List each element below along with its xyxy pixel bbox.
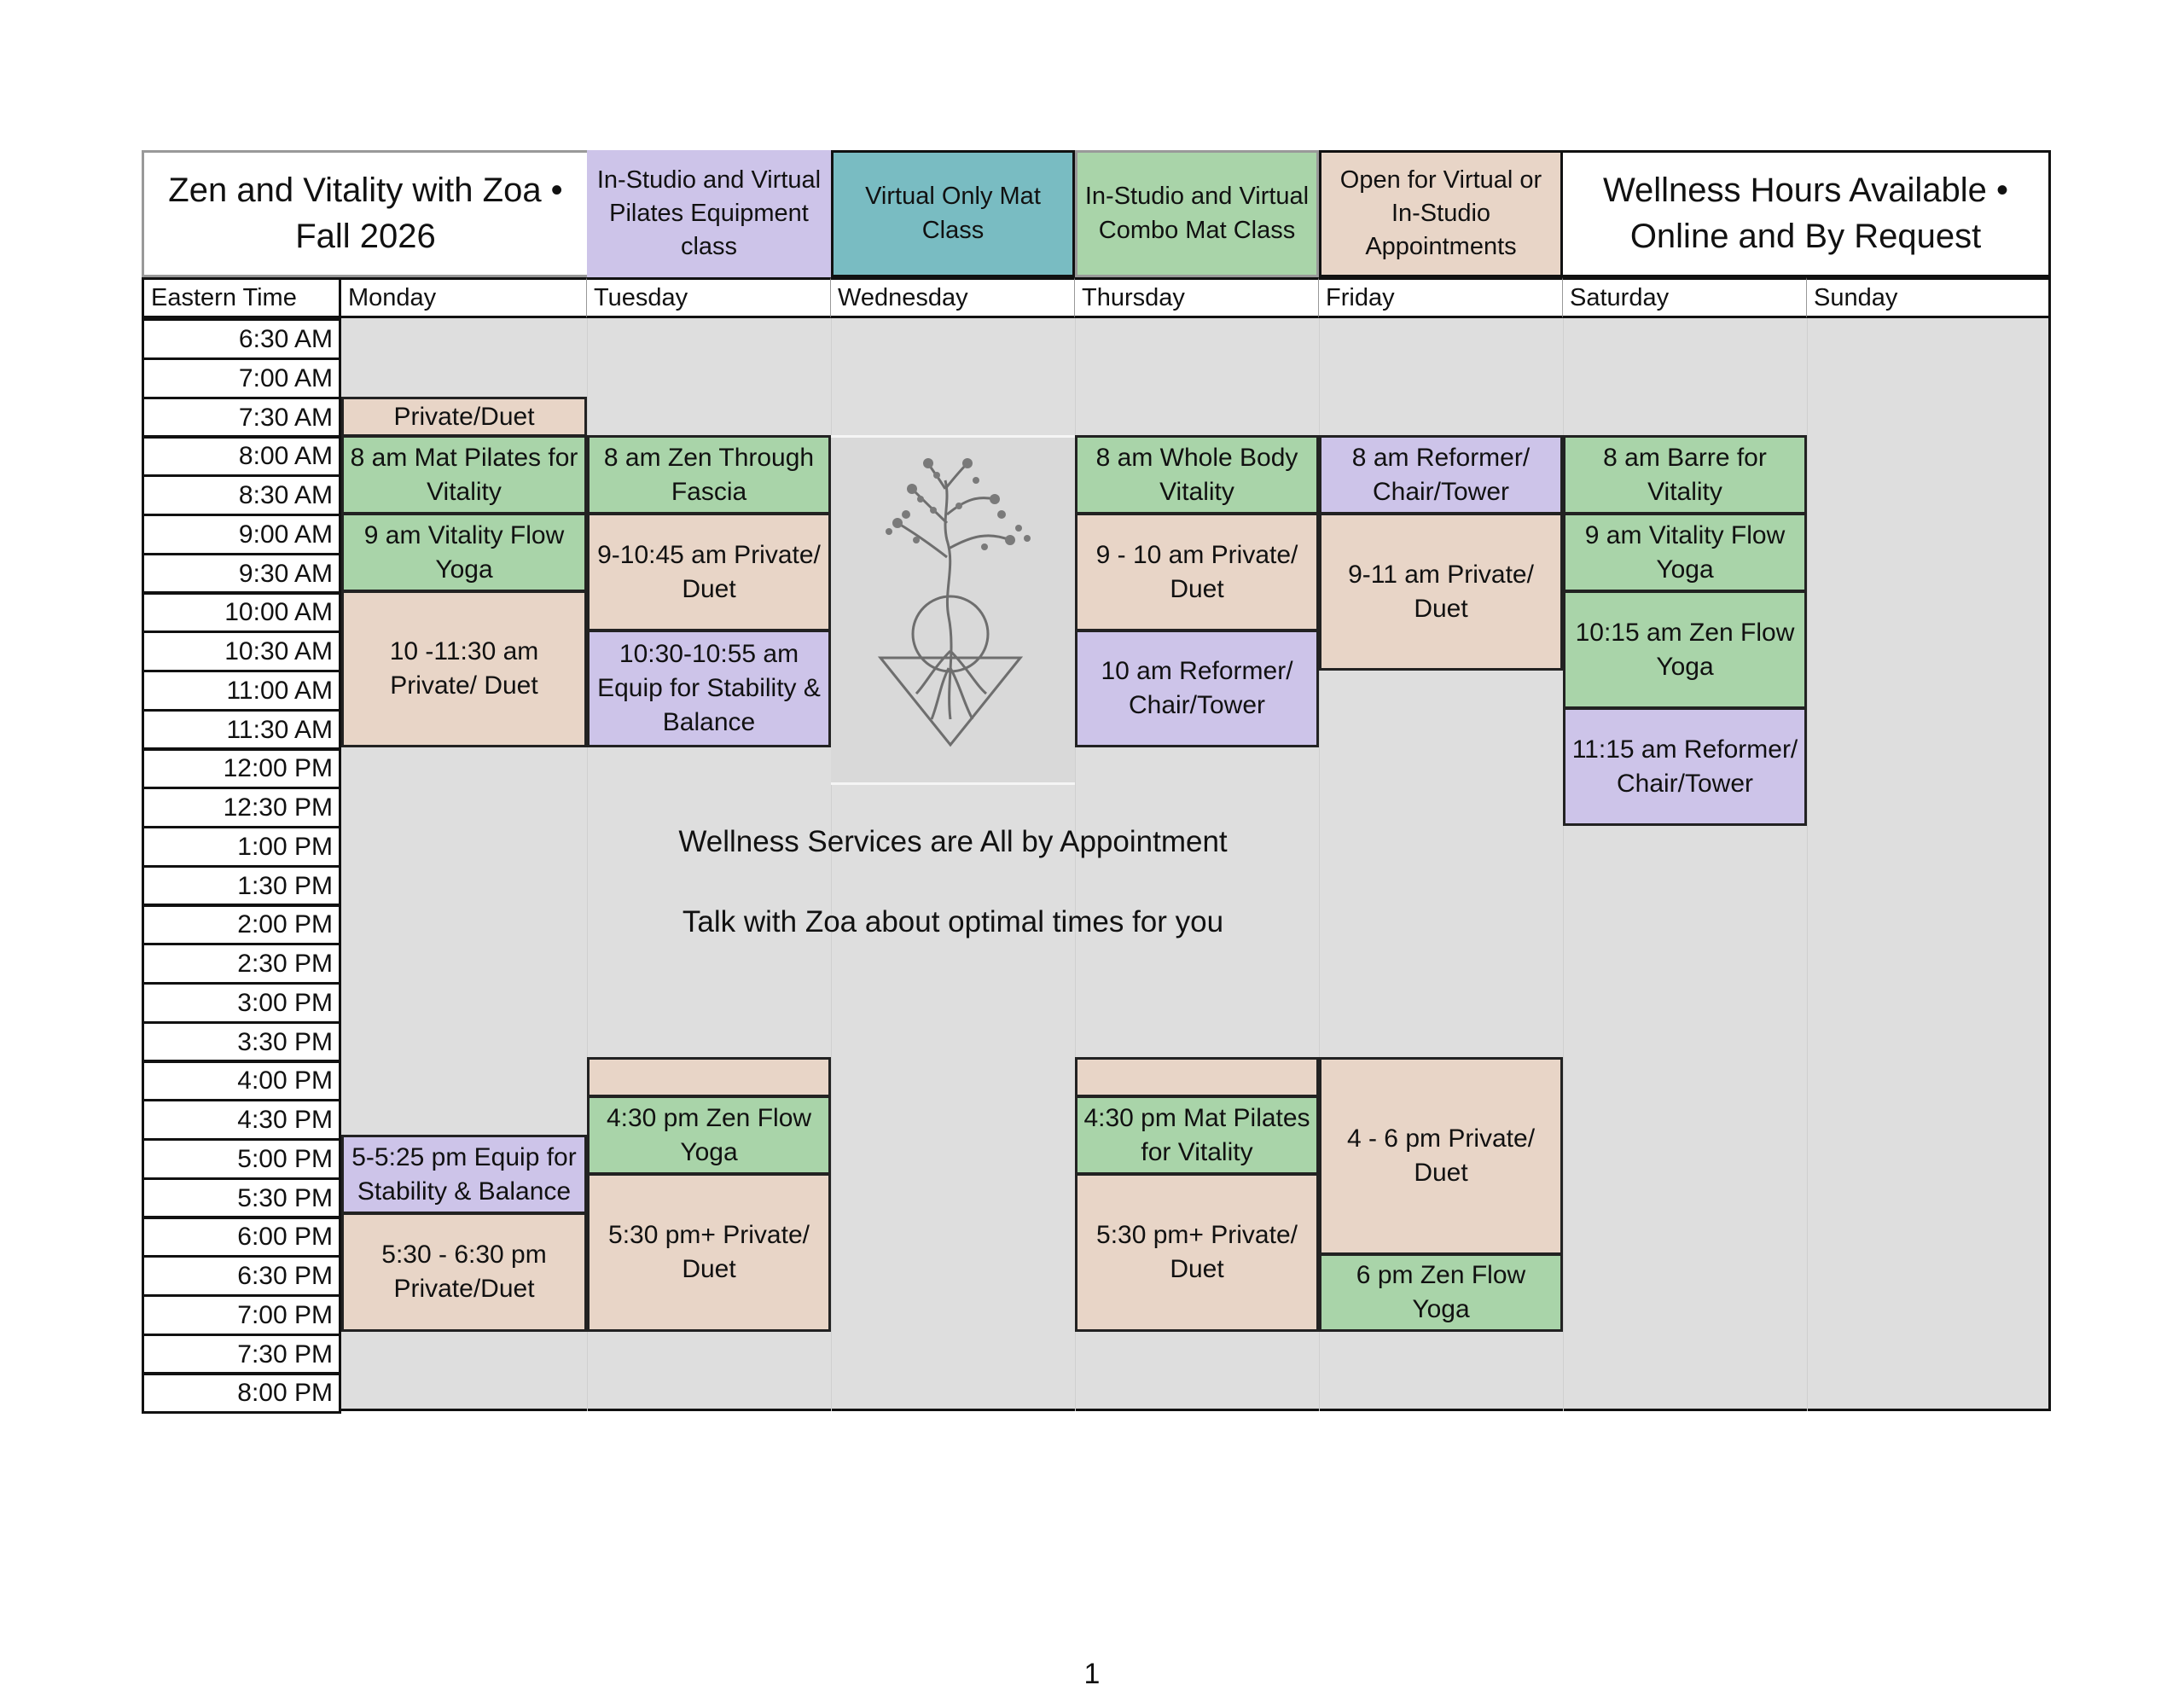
event-thursday-slot-4pm[interactable]	[1075, 1057, 1319, 1097]
time-slot-label: 6:30 PM	[142, 1255, 341, 1297]
event-monday-mat-pilates[interactable]: 8 am Mat Pilates for Vitality	[341, 435, 587, 514]
time-slot-label: 12:30 PM	[142, 787, 341, 828]
event-monday-vitality-flow[interactable]: 9 am Vitality Flow Yoga	[341, 513, 587, 592]
event-tuesday-slot-4pm[interactable]	[587, 1057, 831, 1097]
talk-note: Talk with Zoa about optimal times for you	[682, 905, 1224, 938]
column-header-saturday: Saturday	[1563, 277, 1807, 318]
event-thursday-private-530[interactable]: 5:30 pm+ Private/ Duet	[1075, 1173, 1319, 1332]
schedule-title: Zen and Vitality with Zoa • Fall 2026	[142, 150, 587, 277]
time-slot-label: 8:00 AM	[142, 435, 341, 477]
time-slot-label: 10:00 AM	[142, 591, 341, 633]
time-slot-label: 7:00 AM	[142, 357, 341, 399]
time-slot-label: 8:30 AM	[142, 474, 341, 516]
legend-combo-mat: In-Studio and Virtual Combo Mat Class	[1075, 150, 1319, 277]
time-slot-label: 6:00 PM	[142, 1216, 341, 1258]
time-slot-label: 7:00 PM	[142, 1294, 341, 1336]
time-slot-label: 4:00 PM	[142, 1060, 341, 1101]
time-slot-label: 3:00 PM	[142, 982, 341, 1024]
event-thursday-whole-body[interactable]: 8 am Whole Body Vitality	[1075, 435, 1319, 514]
time-slot-label: 10:30 AM	[142, 630, 341, 672]
time-slot-label: 5:30 PM	[142, 1177, 341, 1219]
time-slot-label: 1:30 PM	[142, 865, 341, 907]
column-header-monday: Monday	[341, 277, 587, 318]
event-saturday-zen-flow[interactable]: 10:15 am Zen Flow Yoga	[1563, 590, 1807, 709]
event-saturday-reformer[interactable]: 11:15 am Reformer/ Chair/Tower	[1563, 707, 1807, 826]
logo-panel	[831, 435, 1075, 785]
event-tuesday-zen-flow[interactable]: 4:30 pm Zen Flow Yoga	[587, 1095, 831, 1175]
column-header-friday: Friday	[1319, 277, 1563, 318]
time-slot-label: 6:30 AM	[142, 318, 341, 360]
column-header-wednesday: Wednesday	[831, 277, 1075, 318]
legend-appointments: Open for Virtual or In-Studio Appointments	[1319, 150, 1563, 277]
time-slot-label: 1:00 PM	[142, 826, 341, 868]
time-slot-label: 7:30 PM	[142, 1334, 341, 1375]
column-header-time: Eastern Time	[142, 277, 341, 318]
grid-column-divider	[1807, 318, 1808, 1411]
time-slot-label: 2:00 PM	[142, 904, 341, 945]
time-slot-label: 2:30 PM	[142, 943, 341, 985]
time-slot-label: 8:00 PM	[142, 1372, 341, 1414]
event-friday-reformer-8[interactable]: 8 am Reformer/ Chair/Tower	[1319, 435, 1563, 514]
time-slot-label: 9:00 AM	[142, 514, 341, 555]
page-number: 1	[1083, 1657, 1101, 1690]
time-slot-label: 11:30 AM	[142, 709, 341, 751]
time-slot-label: 9:30 AM	[142, 553, 341, 595]
time-slot-label: 5:00 PM	[142, 1138, 341, 1180]
time-slot-label: 7:30 AM	[142, 397, 341, 439]
event-friday-private-4[interactable]: 4 - 6 pm Private/ Duet	[1319, 1057, 1563, 1255]
wellness-hours-header: Wellness Hours Available • Online and By Request	[1563, 150, 2051, 277]
event-monday-private-duet[interactable]: Private/Duet	[341, 397, 587, 437]
event-tuesday-private-530[interactable]: 5:30 pm+ Private/ Duet	[587, 1173, 831, 1332]
event-saturday-barre[interactable]: 8 am Barre for Vitality	[1563, 435, 1807, 514]
event-saturday-vitality-flow[interactable]: 9 am Vitality Flow Yoga	[1563, 513, 1807, 592]
event-tuesday-equip-1030[interactable]: 10:30-10:55 am Equip for Stability & Balance	[587, 630, 831, 747]
event-friday-zen-flow[interactable]: 6 pm Zen Flow Yoga	[1319, 1253, 1563, 1332]
time-slot-label: 12:00 PM	[142, 747, 341, 789]
event-thursday-mat-pilates[interactable]: 4:30 pm Mat Pilates for Vitality	[1075, 1095, 1319, 1175]
event-thursday-reformer-10[interactable]: 10 am Reformer/ Chair/Tower	[1075, 630, 1319, 747]
event-monday-private-530[interactable]: 5:30 - 6:30 pm Private/Duet	[341, 1212, 587, 1332]
legend-pilates-equipment: In-Studio and Virtual Pilates Equipment class	[587, 150, 831, 277]
time-slot-label: 4:30 PM	[142, 1099, 341, 1141]
time-slot-label: 3:30 PM	[142, 1021, 341, 1063]
tree-of-life-triangle-logo	[831, 438, 1075, 782]
appointment-note: Wellness Services are All by Appointment	[678, 825, 1228, 858]
column-header-sunday: Sunday	[1807, 277, 2051, 318]
event-tuesday-zen-fascia[interactable]: 8 am Zen Through Fascia	[587, 435, 831, 514]
column-header-thursday: Thursday	[1075, 277, 1319, 318]
column-header-tuesday: Tuesday	[587, 277, 831, 318]
event-thursday-private-9[interactable]: 9 - 10 am Private/ Duet	[1075, 513, 1319, 631]
time-slot-label: 11:00 AM	[142, 670, 341, 712]
event-monday-equip-5[interactable]: 5-5:25 pm Equip for Stability & Balance	[341, 1135, 587, 1214]
legend-virtual-mat: Virtual Only Mat Class	[831, 150, 1075, 277]
event-friday-private-9[interactable]: 9-11 am Private/ Duet	[1319, 513, 1563, 671]
event-monday-private-10[interactable]: 10 -11:30 am Private/ Duet	[341, 590, 587, 747]
event-tuesday-private-9[interactable]: 9-10:45 am Private/ Duet	[587, 513, 831, 631]
